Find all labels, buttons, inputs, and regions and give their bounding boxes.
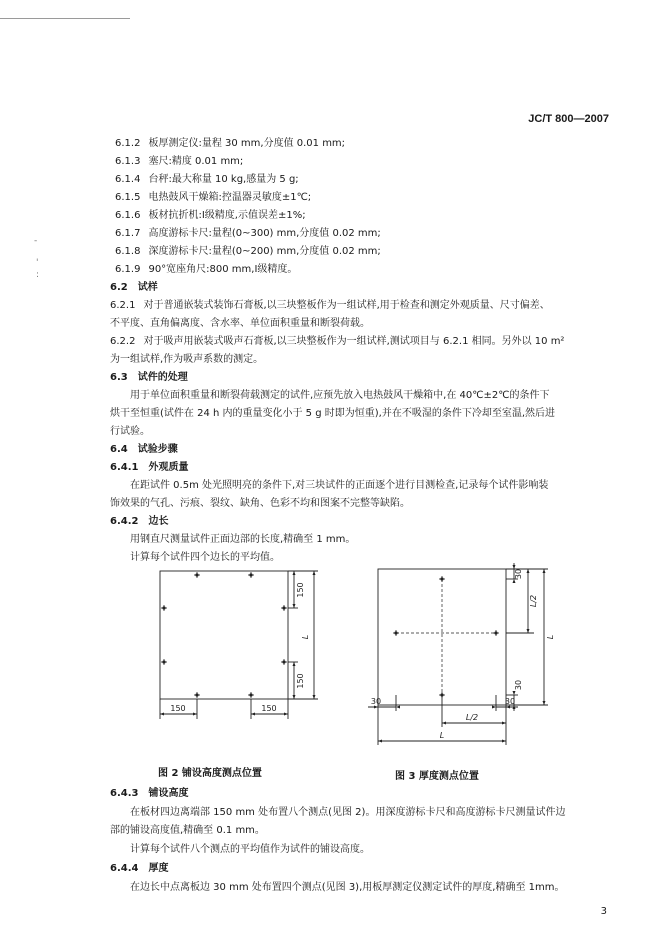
figure-3-diagram (368, 561, 573, 753)
line-text: 厚度 (148, 863, 169, 874)
section-number: 6.4.2 (110, 516, 139, 527)
figure-2-board-outline (160, 571, 288, 699)
line-text: 在距试件 0.5m 处光照明亮的条件下,对三块试件的正面逐个进行目测检查,记录每个试件影响装 (130, 480, 549, 491)
section-number: 6.1.9 (115, 264, 141, 275)
section-number: 6.3 (110, 372, 128, 383)
figure-3-dim-label: 30 (504, 697, 516, 706)
line-text: 不平度、直角偏离度、含水率、单位面积重量和断裂荷载。 (110, 318, 370, 329)
section-heading (110, 860, 168, 878)
section-number: 6.1.8 (115, 246, 141, 257)
line-text: 计算每个试件四个边长的平均值。 (130, 552, 280, 563)
figure-3-dim-label: L (546, 634, 555, 640)
line-text: 计算每个试件八个测点的平均值作为试件的铺设高度。 (130, 844, 370, 855)
paragraph-line (110, 423, 150, 441)
top-rule (0, 18, 130, 19)
section-number: 6.2.2 (110, 336, 136, 347)
line-text: 边长 (148, 516, 169, 527)
section-number: 6.1.4 (115, 174, 141, 185)
paragraph-line (110, 822, 265, 840)
section-number: 6.1.6 (115, 210, 141, 221)
standard-code: JC/T 800—2007 (528, 113, 609, 125)
paragraph-line (110, 315, 370, 333)
figure-2-dim-label: 150 (170, 704, 186, 713)
figure-2-caption: 图 2 铺设高度测点位置 (158, 768, 262, 779)
line-text: 烘干至恒重(试件在 24 h 内的重量变化小于 5 g 时即为恒重),并在不吸湿的条件下冷却至室温,然后进 (110, 408, 556, 419)
figure-2-dim-label: L (301, 634, 310, 640)
line-text: 板材抗折机:Ⅰ级精度,示值误差±1%; (148, 210, 306, 221)
section-number: 6.4.1 (110, 462, 139, 473)
paragraph-line (110, 495, 410, 513)
line-text: 行试验。 (110, 426, 150, 437)
list-item (115, 261, 297, 279)
section-heading (110, 441, 178, 459)
line-text: 90°宽座角尺:800 mm,Ⅰ级精度。 (148, 264, 298, 275)
line-text: 在边长中点离板边 30 mm 处布置四个测点(见图 3),用板厚测定仪测定试件的厚度,精确至 1mm。 (130, 882, 565, 893)
margin-mark: - (34, 236, 38, 246)
list-item (110, 333, 564, 351)
line-text: 饰效果的气孔、污痕、裂纹、缺角、色彩不均和图案不完整等缺陷。 (110, 498, 410, 509)
section-number: 6.2 (110, 282, 128, 293)
measure-point-marker (439, 692, 445, 698)
line-text: 用于单位面积重量和断裂荷载测定的试件,应预先放入电热鼓风干燥箱中,在 40℃±2℃的条件下 (130, 390, 550, 401)
line-text: 对于普通嵌装式装饰石膏板,以三块整板作为一组试样,用于检查和测定外观质量、尺寸偏差、 (143, 300, 550, 311)
figure-2-dim-label: 150 (261, 704, 277, 713)
list-item (115, 189, 311, 207)
line-text: 试件的处理 (137, 372, 188, 383)
section-number: 6.4.3 (110, 788, 139, 799)
line-text: 台秤:最大称量 10 kg,感量为 5 g; (148, 174, 299, 185)
section-heading (110, 279, 158, 297)
line-text: 为一组试样,作为吸声系数的测定。 (110, 354, 264, 365)
line-text: 塞尺:精度 0.01 mm; (148, 156, 244, 167)
line-text: 深度游标卡尺:量程(0~200) mm,分度值 0.02 mm; (148, 246, 381, 257)
measure-point-marker (194, 692, 200, 698)
measure-point-marker (439, 576, 445, 582)
figure-2-dim-label: 150 (296, 582, 305, 598)
paragraph-line (130, 804, 565, 822)
section-number: 6.1.2 (115, 138, 141, 149)
section-heading (110, 785, 188, 803)
measure-point-marker (248, 692, 254, 698)
line-text: 板厚测定仪:量程 30 mm,分度值 0.01 mm; (148, 138, 346, 149)
margin-mark: ' (36, 258, 39, 268)
figure-2-diagram (148, 563, 338, 725)
line-text: 在板材四边离端部 150 mm 处布置八个测点(见图 2)。用深度游标卡尺和高度游标卡尺测量试件边 (130, 807, 566, 818)
section-heading (110, 513, 168, 531)
figure-3-dim-label: 30 (370, 697, 382, 706)
section-number: 6.4.4 (110, 863, 139, 874)
line-text: 高度游标卡尺:量程(0~300) mm,分度值 0.02 mm; (148, 228, 381, 239)
list-item (115, 243, 381, 261)
list-item (110, 297, 550, 315)
line-text: 试验步骤 (137, 444, 178, 455)
measure-point-marker (161, 605, 167, 611)
paragraph-line (130, 531, 355, 549)
paragraph-line (130, 841, 370, 859)
list-item (115, 171, 299, 189)
margin-mark: : (36, 270, 40, 280)
list-item (115, 225, 381, 243)
figure-3-dim-label: L (439, 731, 445, 740)
list-item (115, 207, 306, 225)
paragraph-line (110, 351, 263, 369)
section-heading (110, 369, 188, 387)
line-text: 外观质量 (148, 462, 189, 473)
measure-point-marker (248, 572, 254, 578)
figure-2-dim-label: 150 (296, 673, 305, 689)
section-number: 6.1.7 (115, 228, 141, 239)
figure-3-dim-label: L/2 (465, 713, 479, 722)
measure-point-marker (161, 659, 167, 665)
line-text: 用钢直尺测量试件正面边部的长度,精确至 1 mm。 (130, 534, 356, 545)
paragraph-line (130, 387, 549, 405)
paragraph-line (130, 879, 564, 897)
figure-3-dim-label: L/2 (529, 594, 538, 608)
section-number: 6.4 (110, 444, 128, 455)
section-heading (110, 459, 188, 477)
paragraph-line (130, 477, 548, 495)
figure-3-dim-label: 30 (514, 568, 523, 580)
list-item (115, 153, 243, 171)
paragraph-line (110, 405, 555, 423)
measure-point-marker (281, 605, 287, 611)
line-text: 对于吸声用嵌装式吸声石膏板,以三块整板作为一组试样,测试项目与 6.2.1 相同。另外以 10 m² (143, 336, 565, 347)
measure-point-marker (393, 630, 399, 636)
line-text: 试样 (137, 282, 158, 293)
list-item (115, 135, 345, 153)
measure-point-marker (493, 630, 499, 636)
measure-point-marker (281, 659, 287, 665)
section-number: 6.1.3 (115, 156, 141, 167)
measure-point-marker (194, 572, 200, 578)
line-text: 电热鼓风干燥箱:控温器灵敏度±1℃; (148, 192, 312, 203)
line-text: 铺设高度 (148, 788, 189, 799)
section-number: 6.2.1 (110, 300, 136, 311)
page-number: 3 (600, 906, 607, 917)
line-text: 部的铺设高度值,精确至 0.1 mm。 (110, 825, 265, 836)
section-number: 6.1.5 (115, 192, 141, 203)
figure-3-dim-label: 30 (514, 679, 523, 691)
figure-3-caption: 图 3 厚度测点位置 (395, 771, 479, 782)
